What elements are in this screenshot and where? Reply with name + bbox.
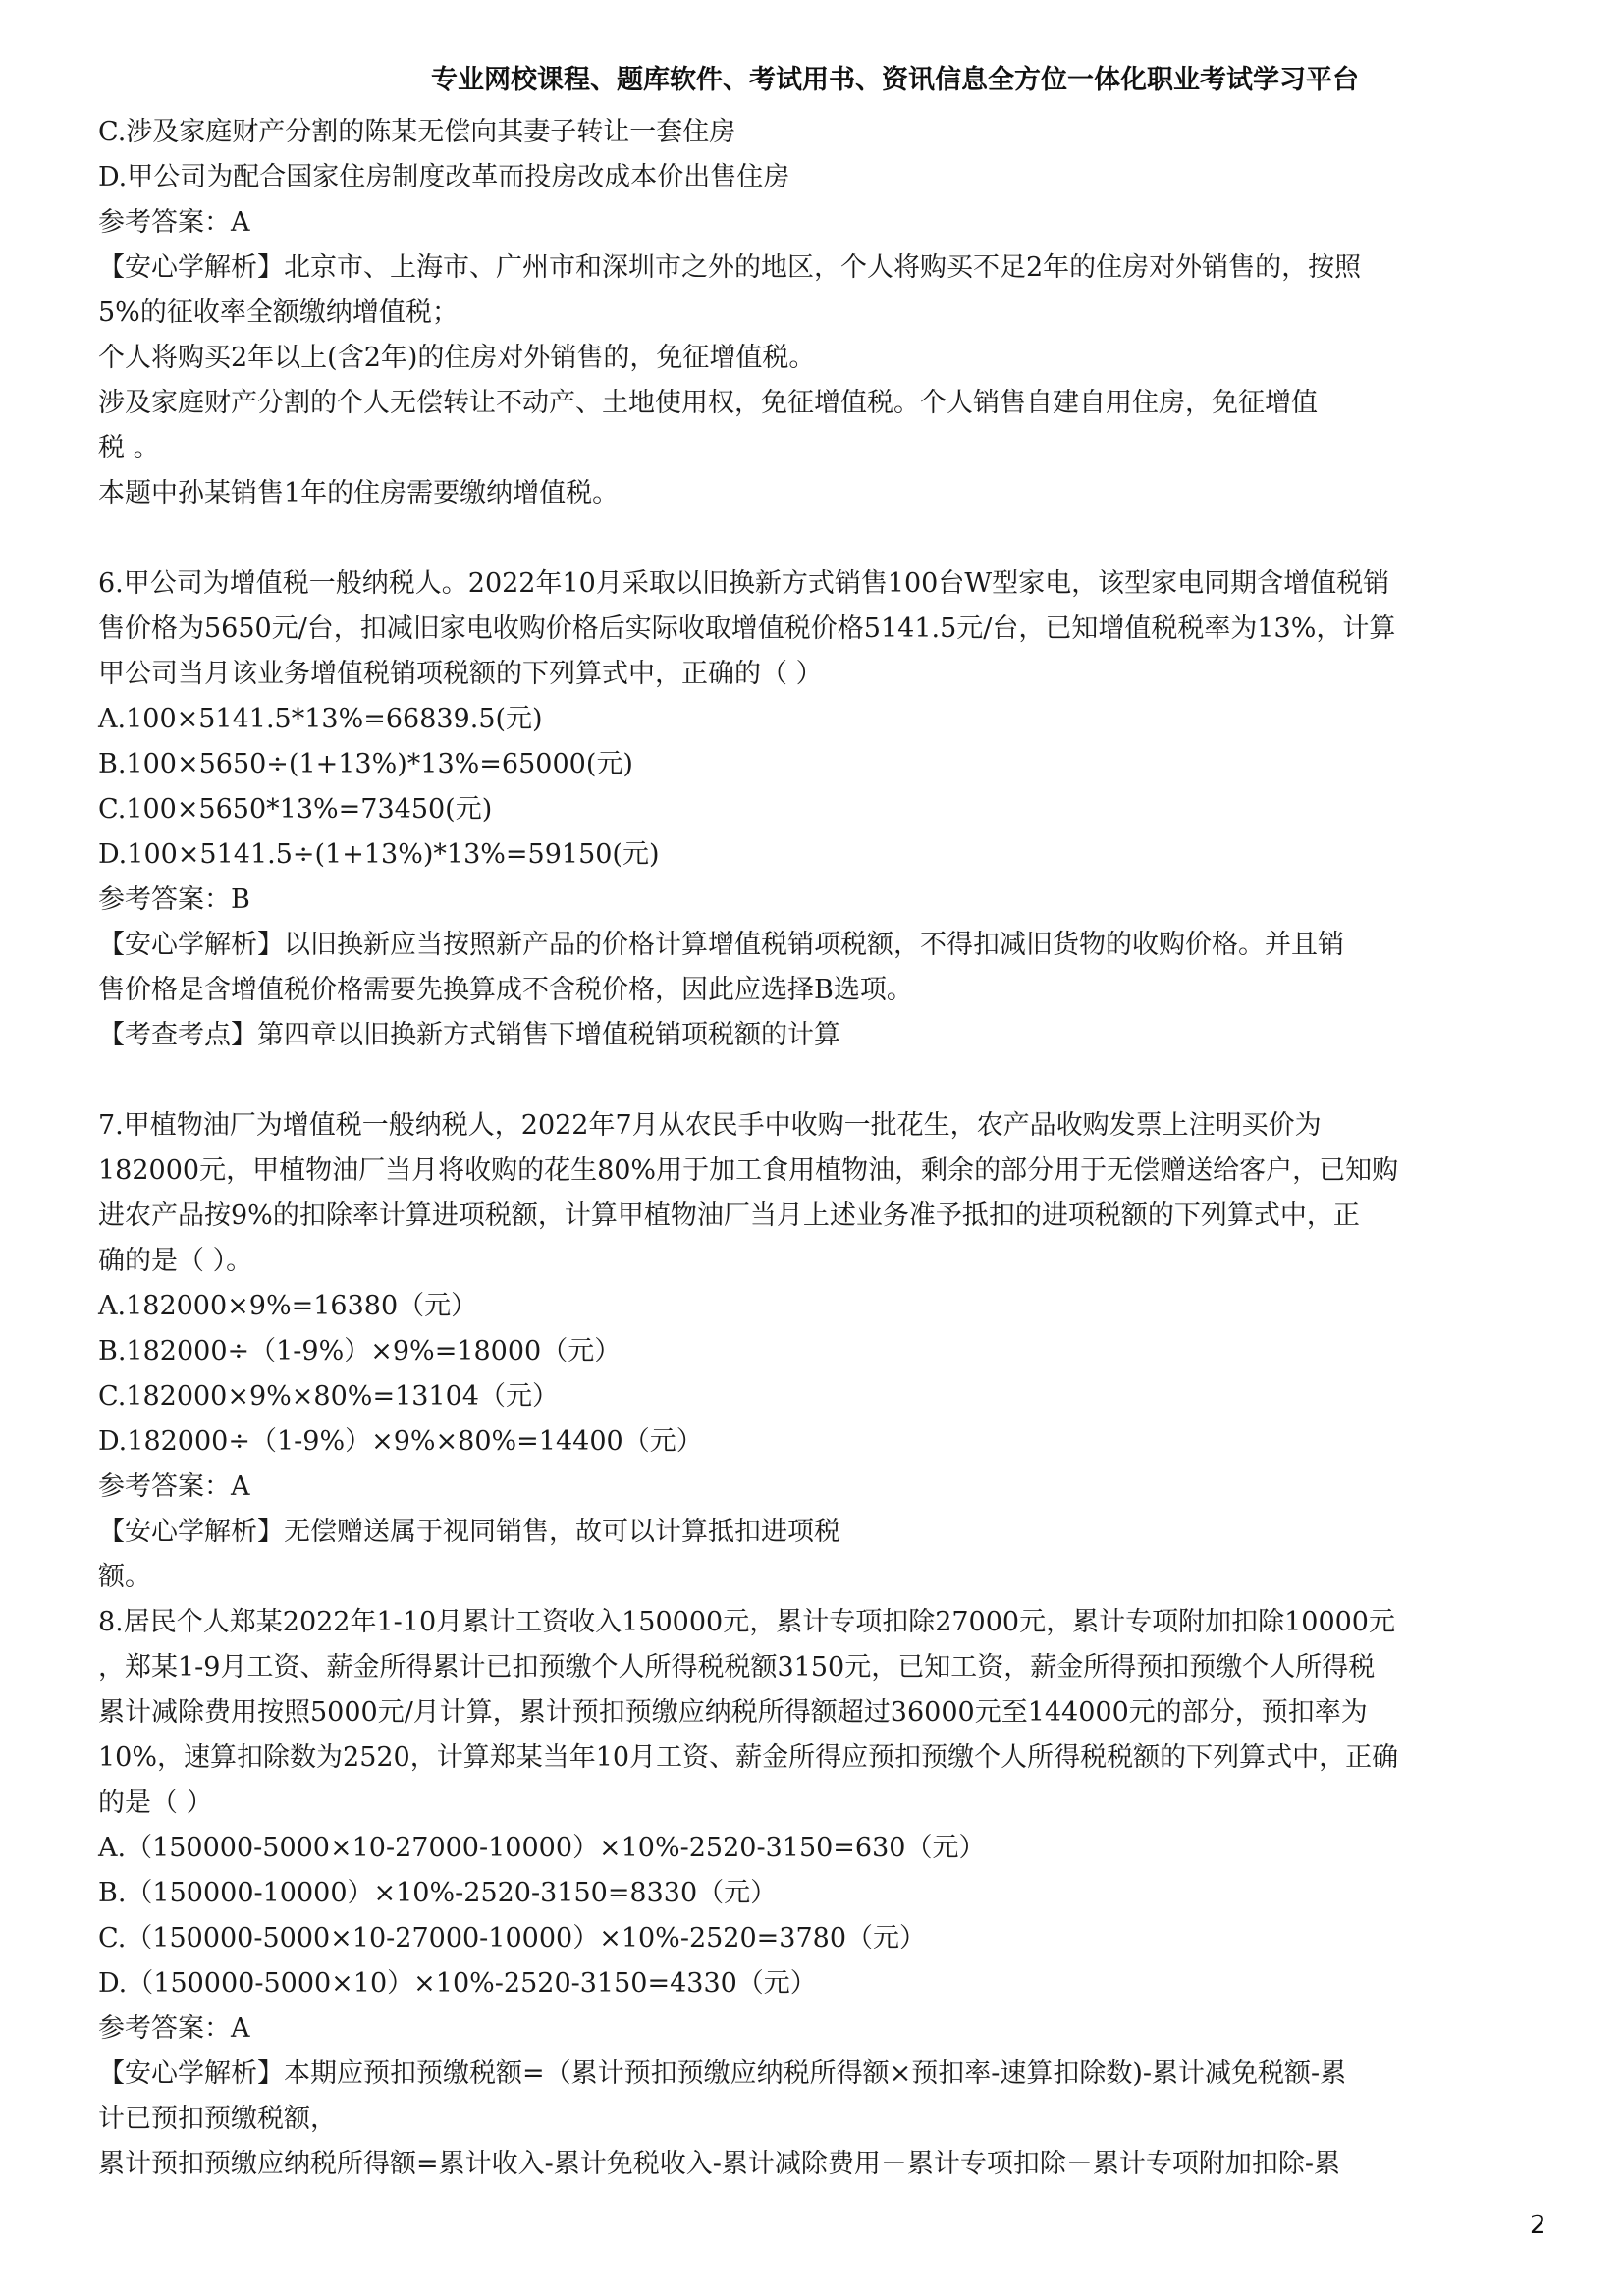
q5-analysis-line: 税 。 — [98, 433, 160, 463]
q8-stem-line: ，郑某1-9月工资、薪金所得累计已扣预缴个人所得税税额3150元，已知工资，薪金所得预扣预缴个人所得税 — [98, 1652, 1376, 1682]
q7-option-b: B.182000÷（1-9%）×9%=18000（元） — [98, 1336, 622, 1366]
q7-analysis-line: 额。 — [98, 1562, 151, 1592]
q6-analysis-line: 售价格是含增值税价格需要先换算成不含税价格，因此应选择B选项。 — [98, 975, 913, 1005]
q7-option-a: A.182000×9%=16380（元） — [98, 1291, 478, 1321]
q5-analysis-line: 涉及家庭财产分割的个人无偿转让不动产、土地使用权，免征增值税。个人销售自建自用住房，免征增值 — [98, 388, 1318, 418]
q8-stem-line: 的是（ ） — [98, 1788, 213, 1818]
question-8 — [98, 1600, 1532, 2187]
q8-option-b: B.（150000-10000）×10%-2520-3150=8330（元） — [98, 1878, 778, 1908]
q7-stem-line: 进农产品按9%的扣除率计算进项税额，计算甲植物油厂当月上述业务准予抵扣的进项税额的下列算式中，正 — [98, 1201, 1360, 1231]
q5-option-d: D.甲公司为配合国家住房制度改革而投房改成本价出售住房 — [98, 162, 790, 192]
q5-analysis-line: 个人将购买2年以上(含2年)的住房对外销售的，免征增值税。 — [98, 343, 816, 373]
page-number: 2 — [1530, 2211, 1546, 2240]
q6-stem-line: 甲公司当月该业务增值税销项税额的下列算式中，正确的（ ） — [98, 659, 823, 689]
q6-stem-line: 6.甲公司为增值税一般纳税人。2022年10月采取以旧换新方式销售100台W型家电，该型家电同期含增值税销 — [98, 568, 1390, 599]
q7-analysis-line: 【安心学解析】无偿赠送属于视同销售，故可以计算抵扣进项税 — [98, 1517, 840, 1547]
page-header: 专业网校课程、题库软件、考试用书、资讯信息全方位一体化职业考试学习平台 — [431, 65, 1359, 95]
question-7 — [98, 1103, 1532, 1600]
q7-option-c: C.182000×9%×80%=13104（元） — [98, 1381, 559, 1412]
q8-analysis-line: 【安心学解析】本期应预扣预缴税额=（累计预扣预缴应纳税所得额×预扣率-速算扣除数)-累计减免税额-累 — [98, 2058, 1347, 2089]
q5-analysis-line: 5%的征收率全额缴纳增值税； — [98, 297, 459, 328]
q6-option-c: C.100×5650*13%=73450(元) — [98, 794, 493, 825]
q8-option-a: A.（150000-5000×10-27000-10000）×10%-2520-3150=630（元） — [98, 1833, 986, 1863]
q5-option-c: C.涉及家庭财产分割的陈某无偿向其妻子转让一套住房 — [98, 117, 736, 147]
q8-stem-line: 累计减除费用按照5000元/月计算，累计预扣预缴应纳税所得额超过36000元至144000元的部分，预扣率为 — [98, 1697, 1368, 1728]
q6-exam-point: 【考查考点】第四章以旧换新方式销售下增值税销项税额的计算 — [98, 1020, 840, 1050]
q8-stem-line: 10%，速算扣除数为2520，计算郑某当年10月工资、薪金所得应预扣预缴个人所得税税额的下列算式中，正确 — [98, 1742, 1399, 1773]
q5-analysis-line: 【安心学解析】北京市、上海市、广州市和深圳市之外的地区，个人将购买不足2年的住房对外销售的，按照 — [98, 252, 1362, 283]
q7-stem-line: 确的是（ ）。 — [98, 1246, 253, 1276]
q7-stem-line: 7.甲植物油厂为增值税一般纳税人，2022年7月从农民手中收购一批花生，农产品收购发票上注明买价为 — [98, 1110, 1322, 1141]
q6-stem-line: 售价格为5650元/台，扣减旧家电收购价格后实际收取增值税价格5141.5元/台，已知增值税税率为13%，计算 — [98, 614, 1396, 644]
question-5-tail — [98, 110, 1532, 516]
q7-stem-line: 182000元，甲植物油厂当月将收购的花生80%用于加工食用植物油，剩余的部分用于无偿赠送给客户，已知购 — [98, 1155, 1399, 1186]
question-6 — [98, 561, 1532, 1058]
document-body — [98, 110, 1532, 2187]
q5-answer: 参考答案：A — [98, 207, 250, 238]
q7-answer: 参考答案：A — [98, 1471, 250, 1502]
q8-analysis-line: 计已预扣预缴税额， — [98, 2104, 337, 2134]
q7-option-d: D.182000÷（1-9%）×9%×80%=14400（元） — [98, 1426, 703, 1457]
q8-stem-line: 8.居民个人郑某2022年1-10月累计工资收入150000元，累计专项扣除27000元，累计专项附加扣除10000元 — [98, 1607, 1395, 1637]
q6-option-a: A.100×5141.5*13%=66839.5(元) — [98, 704, 543, 734]
q8-option-c: C.（150000-5000×10-27000-10000）×10%-2520=3780（元） — [98, 1923, 926, 1953]
q6-answer: 参考答案：B — [98, 884, 250, 915]
q6-analysis-line: 【安心学解析】以旧换新应当按照新产品的价格计算增值税销项税额，不得扣减旧货物的收购价格。并且销 — [98, 930, 1344, 960]
q6-option-d: D.100×5141.5÷(1+13%)*13%=59150(元) — [98, 839, 660, 870]
q8-answer: 参考答案：A — [98, 2013, 250, 2044]
q8-option-d: D.（150000-5000×10）×10%-2520-3150=4330（元） — [98, 1968, 817, 1999]
q5-analysis-line: 本题中孙某销售1年的住房需要缴纳增值税。 — [98, 478, 620, 508]
spacer — [98, 516, 1532, 561]
q6-option-b: B.100×5650÷(1+13%)*13%=65000(元) — [98, 749, 633, 779]
q8-analysis-line: 累计预扣预缴应纳税所得额=累计收入-累计免税收入-累计减除费用－累计专项扣除－累计专项附加扣除-累 — [98, 2149, 1340, 2179]
spacer — [98, 1058, 1532, 1103]
